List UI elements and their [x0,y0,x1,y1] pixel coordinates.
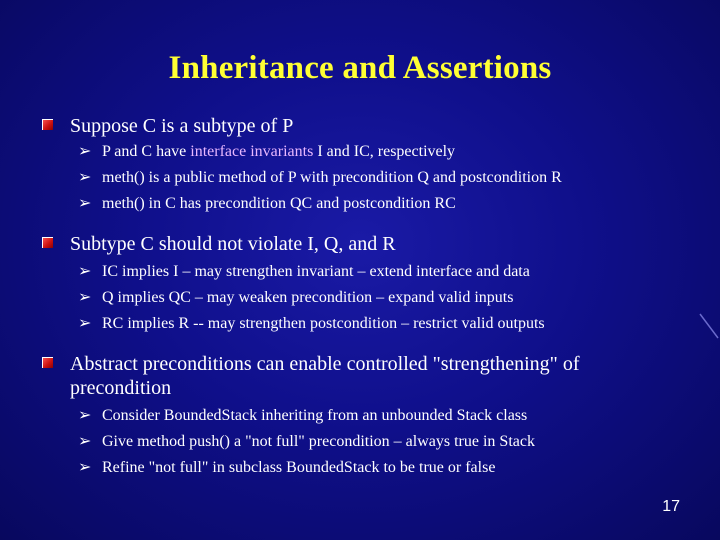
bullet-3 [42,352,682,400]
sub-bullet-text: Consider BoundedStack inheriting from an unbounded Stack class [102,407,528,424]
sub-bullet-text: Give method push() a "not full" precondition – always true in Stack [102,433,535,450]
red-square-bullet-icon [42,237,53,248]
arrow-bullet-icon: ➢ [78,289,92,306]
arrow-bullet-icon: ➢ [78,169,92,186]
sub-bullet-3-3 [78,458,698,478]
sub-bullet-text: meth() is a public method of P with precondition Q and postcondition R [102,169,562,186]
sub-bullet-text: Refine "not full" in subclass BoundedStack to be true or false [102,459,496,476]
bullet-3-text: Abstract preconditions can enable controlled "strengthening" of precondition [70,353,580,399]
sub-bullet-text-pre: P and C have [102,143,191,160]
sub-bullet-3-2 [78,432,698,452]
sub-bullet-2-1 [78,262,698,282]
sub-bullet-text: IC implies I – may strengthen invariant – extend interface and data [102,263,530,280]
arrow-bullet-icon: ➢ [78,263,92,280]
sub-bullet-2-2 [78,288,698,308]
arrow-bullet-icon: ➢ [78,195,92,212]
bullet-2 [42,232,682,256]
sub-bullet-1-3 [78,194,698,214]
sub-bullet-text: Q implies QC – may weaken precondition – expand valid inputs [102,289,514,306]
arrow-bullet-icon: ➢ [78,459,92,476]
slide-title: Inheritance and Assertions [168,50,552,86]
sub-bullet-text-post: I and IC, respectively [313,143,456,160]
sub-bullet-text: meth() in C has precondition QC and postcondition RC [102,195,456,212]
sub-bullet-3-1 [78,406,698,426]
arrow-bullet-icon: ➢ [78,433,92,450]
bullet-2-text: Subtype C should not violate I, Q, and R [70,233,396,255]
sub-bullet-1-2 [78,168,698,188]
decorative-line [698,312,720,342]
bullet-1-text: Suppose C is a subtype of P [70,115,294,137]
red-square-bullet-icon [42,119,53,130]
highlighted-term: interface invariants [190,143,314,160]
sub-bullet-text: RC implies R -- may strengthen postcondition – restrict valid outputs [102,315,545,332]
arrow-bullet-icon: ➢ [78,315,92,332]
page-number: 17 [662,498,680,515]
sub-bullet-1-1 [78,142,698,162]
arrow-bullet-icon: ➢ [78,143,92,160]
arrow-bullet-icon: ➢ [78,407,92,424]
red-square-bullet-icon [42,357,53,368]
bullet-1 [42,114,682,138]
sub-bullet-2-3 [78,314,698,334]
